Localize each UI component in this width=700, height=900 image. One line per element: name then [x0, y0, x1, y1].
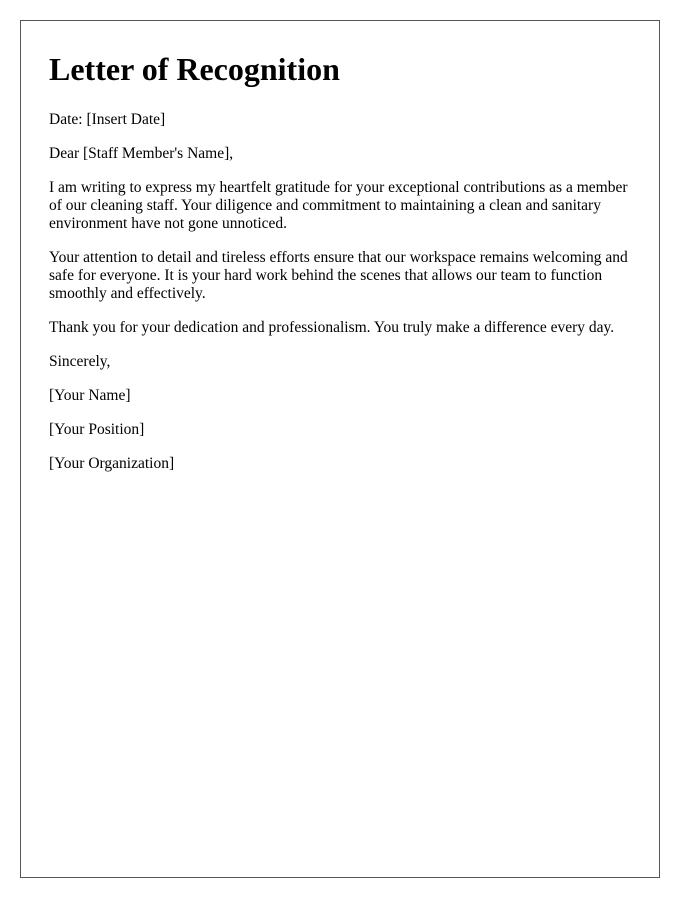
- letter-date: Date: [Insert Date]: [49, 111, 166, 128]
- letter-paragraph-2: Your attention to detail and tireless efforts ensure that our workspace remains welcoming and safe for everyone. It is your hard work behind the scenes that allows our team to function smoothly and effectively.: [49, 249, 628, 302]
- signature-position: [Your Position]: [49, 421, 145, 438]
- letter-paragraph-1: I am writing to express my heartfelt gratitude for your exceptional contributions as a member of our cleaning staff. Your diligence and commitment to maintaining a clean and sanitary environment have not gone unnoticed.: [49, 179, 628, 232]
- letter-paragraph-3: Thank you for your dedication and professionalism. You truly make a difference every day.: [49, 319, 615, 336]
- letter-page: [20, 20, 660, 878]
- letter-title: Letter of Recognition: [49, 51, 340, 87]
- signature-organization: [Your Organization]: [49, 455, 175, 472]
- letter-closing: Sincerely,: [49, 353, 111, 370]
- letter-salutation: Dear [Staff Member's Name],: [49, 145, 234, 162]
- signature-name: [Your Name]: [49, 387, 131, 404]
